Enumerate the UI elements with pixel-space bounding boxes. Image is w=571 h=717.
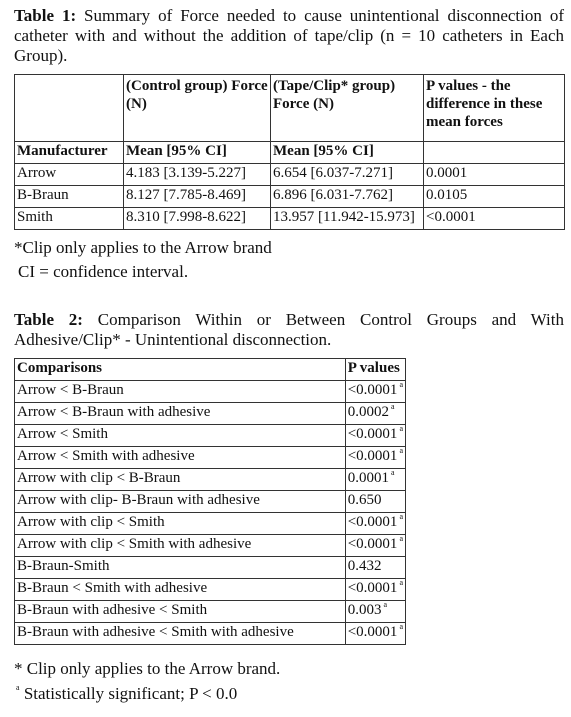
table2-header-row (15, 359, 406, 381)
table-row (15, 491, 406, 513)
table1-header-control: (Control group) Force (N) (124, 75, 271, 142)
table2-pvalue-cell (345, 623, 405, 645)
table1-subheader-mean-tape: Mean [95% CI] (271, 142, 424, 164)
significance-marker: a (399, 446, 403, 455)
significance-marker: a (399, 578, 403, 587)
table1-cell: 8.127 [7.785-8.469] (124, 186, 271, 208)
table2-pvalue-cell (345, 601, 405, 623)
table1-caption-text: Summary of Force needed to cause unintentional disconnection of catheter with and without the addition of tape/clip (n = 10 catheters in Each Group). (14, 6, 564, 65)
table-row (15, 579, 406, 601)
table2-caption-text: Comparison Within or Between Control Groups and With Adhesive/Clip* - Unintentional disconnection. (14, 310, 564, 349)
table1-header-pvalues: P values - the difference in these mean forces (424, 75, 565, 142)
table2-header-comparisons: Comparisons (15, 359, 346, 381)
table2-pvalue: <0.0001 (347, 426, 398, 442)
table2-pvalue-cell (345, 447, 405, 469)
table2-comparison-cell: Arrow < B-Braun with adhesive (15, 403, 346, 425)
table-row (15, 403, 406, 425)
table1-cell: 6.654 [6.037-7.271] (271, 164, 424, 186)
table-row (15, 557, 406, 579)
table2-pvalue: <0.0001 (347, 382, 398, 398)
table1-subheader-manufacturer: Manufacturer (15, 142, 124, 164)
table1-footnote-clip: *Clip only applies to the Arrow brand (14, 238, 272, 257)
table-row (15, 208, 565, 230)
table-row (15, 164, 565, 186)
significance-marker: a (390, 402, 395, 411)
significance-marker: a (390, 468, 395, 477)
table2-comparison-cell: B-Braun < Smith with adhesive (15, 579, 346, 601)
table2-pvalue: 0.0002 (347, 404, 389, 420)
table2-pvalue: 0.650 (347, 492, 382, 508)
table2-pvalue: 0.432 (347, 558, 382, 574)
table2-footnote-clip: * Clip only applies to the Arrow brand. (14, 659, 281, 678)
table1-cell: Arrow (15, 164, 124, 186)
significance-marker: a (399, 512, 403, 521)
table-row (15, 381, 406, 403)
table2-pvalue-cell (345, 403, 405, 425)
table-row (15, 425, 406, 447)
table1-cell: 13.957 [11.942-15.973] (271, 208, 424, 230)
table-row (15, 447, 406, 469)
table2-pvalue: <0.0001 (347, 624, 398, 640)
table1-cell: Smith (15, 208, 124, 230)
table2-pvalue-cell (345, 381, 405, 403)
table1-header-empty (15, 75, 124, 142)
table2 (14, 358, 406, 645)
table-row (15, 469, 406, 491)
table-row (15, 535, 406, 557)
table2-pvalue-cell (345, 579, 405, 601)
table2-comparison-cell: Arrow < B-Braun (15, 381, 346, 403)
table2-header-pvalues: P values (345, 359, 405, 381)
table1-cell: 4.183 [3.139-5.227] (124, 164, 271, 186)
significance-marker: a (399, 380, 403, 389)
table1-subheader-row (15, 142, 565, 164)
table1-footnote-ci: CI = confidence interval. (18, 262, 189, 281)
table2-comparison-cell: Arrow with clip- B-Braun with adhesive (15, 491, 346, 513)
table2-comparison-cell: B-Braun with adhesive < Smith (15, 601, 346, 623)
table2-comparison-cell: B-Braun-Smith (15, 557, 346, 579)
table1-cell: <0.0001 (424, 208, 565, 230)
table1-caption (14, 6, 564, 66)
table2-pvalue-cell (345, 557, 405, 579)
table2-pvalue: <0.0001 (347, 448, 398, 464)
table1-cell: 0.0105 (424, 186, 565, 208)
table2-pvalue: 0.0001 (347, 470, 389, 486)
table2-footnote-significance (14, 684, 237, 704)
table2-footnote-text: Statistically significant; P < 0.0 (23, 684, 238, 703)
table2-pvalue-cell (345, 469, 405, 491)
table1-cell: 8.310 [7.998-8.622] (124, 208, 271, 230)
table2-comparison-cell: Arrow with clip < B-Braun (15, 469, 346, 491)
table1-subheader-empty (424, 142, 565, 164)
table2-comparison-cell: B-Braun with adhesive < Smith with adhesive (15, 623, 346, 645)
table2-pvalue: <0.0001 (347, 580, 398, 596)
table1-header-row (15, 75, 565, 142)
table1 (14, 74, 565, 230)
significance-marker: a (399, 534, 403, 543)
table2-pvalue: <0.0001 (347, 514, 398, 530)
table2-pvalue: 0.003 (347, 602, 382, 618)
significance-marker: a (399, 622, 403, 631)
table1-cell: 0.0001 (424, 164, 565, 186)
table2-pvalue-cell (345, 513, 405, 535)
table2-pvalue-cell (345, 491, 405, 513)
table2-pvalue: <0.0001 (347, 536, 398, 552)
table2-footnote-superscript: a (16, 683, 20, 692)
table-row (15, 513, 406, 535)
table1-cell: 6.896 [6.031-7.762] (271, 186, 424, 208)
significance-marker: a (399, 424, 403, 433)
table-row (15, 623, 406, 645)
significance-marker: a (383, 600, 388, 609)
table2-caption-label: Table 2: (14, 310, 83, 329)
table2-comparison-cell: Arrow < Smith with adhesive (15, 447, 346, 469)
table2-comparison-cell: Arrow < Smith (15, 425, 346, 447)
table-row (15, 186, 565, 208)
table2-body (15, 359, 406, 645)
table2-pvalue-cell (345, 535, 405, 557)
table1-caption-label: Table 1: (14, 6, 77, 25)
table1-header-tapeclip: (Tape/Clip* group) Force (N) (271, 75, 424, 142)
table2-comparison-cell: Arrow with clip < Smith (15, 513, 346, 535)
table2-pvalue-cell (345, 425, 405, 447)
table2-caption (14, 310, 564, 350)
table1-cell: B-Braun (15, 186, 124, 208)
table-row (15, 601, 406, 623)
table2-comparison-cell: Arrow with clip < Smith with adhesive (15, 535, 346, 557)
table1-subheader-mean-control: Mean [95% CI] (124, 142, 271, 164)
